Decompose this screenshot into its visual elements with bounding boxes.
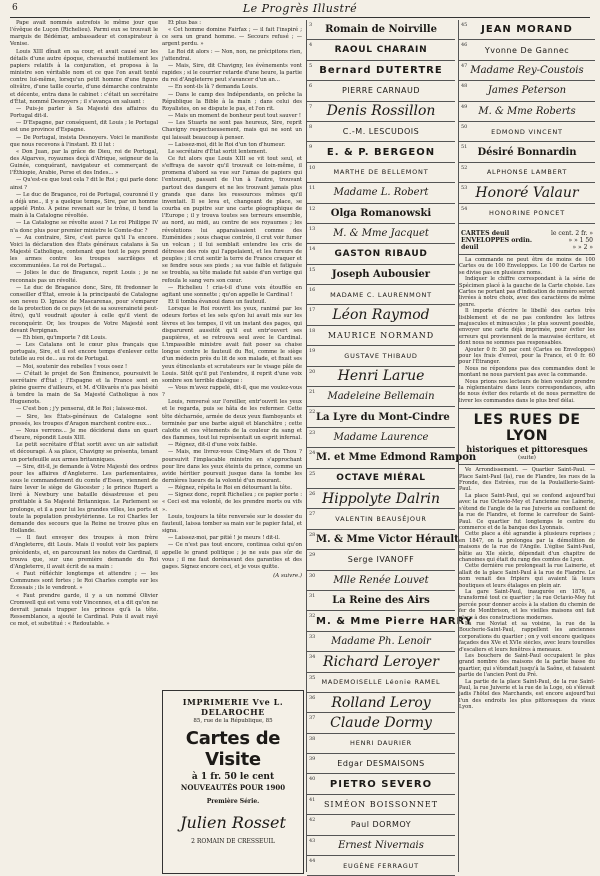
card-specimen [307,20,455,40]
card-number: 4 [309,42,313,49]
story-paragraph: — De Portugal, insista Desnoyers. Voici le manifeste que nous recevons à l'instant. Et il lut : [10,134,158,148]
card-number: 28 [309,531,316,538]
story-paragraph: Et plus bas : [168,20,202,26]
card-specimen [307,142,455,162]
card-number: 5 [309,62,313,69]
card-number: 8 [309,123,313,130]
card-specimen [307,244,455,264]
card-number: 31 [309,592,316,599]
card-specimen [307,204,455,224]
card-name: C.-M. LESCUDOIS [342,127,420,137]
card-number: 44 [309,858,316,865]
card-number: 39 [309,756,316,763]
card-specimen [307,448,477,468]
card-number: 15 [309,266,316,273]
card-specimen [307,693,455,713]
card-number: 10 [309,164,316,171]
price-value: » » 1 50 [568,236,593,244]
story-paragraph: — Vous m'avez rappelé, dit-il, que me voulez-vous ? [162,384,302,399]
story-paragraph: — Richelieu ! cria-t-il d'une voix étouffée en agitant une sonnette ; qu'on appelle le Cardinal ! [162,284,302,298]
card-number: 52 [461,164,468,171]
card-specimen [307,754,455,774]
story-paragraph: Pape avait nommés autrefois le même jour que l'évêque de Luçon (Richelieu). Parmi eux se trouvait le marquis de Bédémar, ambassadeur et conspirateur à Venise. [10,20,158,48]
story-paragraph: — Au contraire, Sire, c'est parce qu'il l'a encore. Voici la déclaration des États généraux catalans à Sa Majesté Catholique, contenant que tout le pays prend les armes contre les troupes sacrilèges et excommuniées. Le roi de Portugal... [10,234,158,270]
story-paragraph: — D'Espagne, par conséquent, dit Louis ; le Portugal est une province d'Espagne. [10,120,158,134]
card-number: 47 [461,62,468,69]
card-number: 34 [309,654,316,661]
story-paragraph: Louis, toujours la tête renversée sur le dossier du fauteuil, laissa tomber sa main sur le papier fatal, et signa. [162,513,302,535]
paragraph: La rue Noviat et sa voisine, la rue de la Boucherie-Saint-Paul, rappellent les anciennes corporations du quartier ; on y voit encore quelques façades des XVe et XVIe siècles, avec leurs tourelles d'escaliers et leurs fenêtres à meneaux. [459,621,595,653]
story-paragraph: — Le duc de Bragance donc, Sire, fit fredonner le conseiller d'État, envoie à la principauté de Catalogne son neveu D. Ignace de Mascarenas, pour s'emparer de la protection de ce pays (et de sa souveraineté peut-être), qu'il voudrait ajouter à celle qu'il vient de reconquérir. Or, les troupes de Votre Majesté sont devant Perpignan. [10,284,158,334]
paragraph: Les bouchers de Saint-Paul occupaient le plus grand nombre des maisons de la partie basse du quartier, qui s'étendait jusqu'à la Saône, et faisaient partie de l'ancien Pont du Pré. [459,653,595,679]
card-specimen [307,571,455,591]
card-number: 17 [309,307,316,314]
story-paragraph: Louis, renversé sur l'oreiller, entr'ouvrit les yeux et le regarda, puis se hâta de les refermer. Cette tête décharnée, armée de deux yeux flamboyants et terminée par une barbe aiguë et blanchâtre ; cette calotte et ces vêtements de la couleur du sang et des flammes, tout lui représentait un esprit infernal. [162,399,302,442]
card-name: La Lyre du Mont-Cindre [316,411,450,423]
card-specimen [307,265,455,285]
advert-bottom-card [163,838,303,845]
story-paragraph: Le Roi dit alors : — Non, non, ne précipitons rien, j'attendrai. [162,48,302,62]
story-paragraph: « Cet homme domine Fairfax ; — il fait l'inspiré ; ce sera un grand homme. — Secours refusé ; — argent perdu. » [162,27,302,48]
card-name: GUSTAVE THIBAUD [344,351,418,360]
price-row [461,237,593,244]
paragraph: Il importe d'écrire le libellé des cartes très lisiblement et de ne pas confondre les lettres majuscules et minuscules ; le plus souvent possible, envoyer une carte déjà imprimée, pour éviter les erreurs qui proviennent de la mauvaise écriture, et dont nous ne sommes pas responsables. [459,308,595,347]
advert-printer: IMPRIMERIE Vve L. DELAROCHE [182,697,284,717]
card-number: 30 [309,572,316,579]
story-paragraph: — Puis-je parler à Sa Majesté des affaires du Portugal dit-il. [10,105,158,120]
card-specimen [307,81,455,101]
story-column-2 [162,20,302,686]
story-paragraph: — Qu'est-ce que tout cela ? dit le Roi ; qui parle donc ainsi ? [10,177,158,191]
card-name: La Reine des Airs [332,595,430,607]
card-specimen [307,530,459,550]
story-paragraph: — Jolies le duc de Bragance, reprit Louis ; je ne reconnais pas un révolté. [10,270,158,284]
card-name: Bernard DUTERTRE [319,64,443,76]
card-number: 38 [309,735,316,742]
price-label: deuil [461,243,479,251]
card-specimen [307,326,455,346]
card-name: Madame Ph. Lenoir [331,635,431,647]
card-specimen [307,509,455,529]
story-paragraph: — Mais, me livrez-vous Cinq-Mars et de Thou ? poursuivit l'implacable ministre en s'approchant pour lire dans les yeux éteints du prince, comme un avide héritier poursuit jusque dans la tombe les dernières lueurs de la volonté d'un mourant. [162,449,302,484]
card-number: 42 [309,817,316,824]
card-specimen [307,224,455,244]
card-number: 33 [309,633,316,640]
card-name: Hippolyte Dalrin [321,490,441,507]
card-number: 19 [309,348,316,355]
card-name: PIETRO SEVERO [329,778,433,790]
card-specimen [459,61,595,81]
card-specimen [307,489,455,509]
card-number: 40 [309,776,316,783]
card-specimen [459,142,595,162]
card-specimen [459,102,595,122]
card-specimen [307,632,455,652]
card-name: Léon Raymod [332,307,430,324]
card-specimen [307,815,455,835]
right-column [458,20,595,872]
card-specimen [307,591,455,611]
card-number: 18 [309,327,316,334]
card-specimen [459,20,595,40]
card-specimen [307,367,455,387]
card-number: 12 [309,205,316,212]
paragraph: La commande ne peut être de moins de 100 Cartes ou de 100 Enveloppes. Le 100 de Cartes ne se divise pas en plusieurs noms. [459,256,595,276]
card-specimen [307,734,455,754]
card-name: JEAN MORAND [481,24,573,36]
price-label: ENVELOPPES ordin. [461,236,532,244]
card-number: 3 [309,22,313,28]
card-name: E. & P. BERGEON [326,146,436,158]
card-number: 13 [309,225,316,232]
card-number: 16 [309,287,316,294]
card-name: Richard Leroyer [323,653,439,670]
card-name: Désiré Bonnardin [477,146,577,158]
card-name: VALENTIN BEAUSÉJOUR [335,515,427,524]
paragraph: Indiquer le chiffre correspondant à la série de Spécimen placé à la gauche de la Carte choisie. Les Cartes ne portant pas d'indication de numéro seront livrées à notre choix, avec des caractères de même genre. [459,276,595,308]
story-paragraph: — Le duc de Bragance, roi de Portugal, couronné il y a déjà une.., il y a quelque temps, Sire, par un homme appelé Pinto. À peine revenait sur le trône, il tend la main à la Catalogne révoltée. [10,191,158,220]
card-number: 37 [309,715,316,722]
card-name: MAURICE NORMAND [327,331,435,341]
card-number: 2 [191,838,195,845]
advert-price: à 1 fr. 50 le cent [191,772,275,782]
paragraph: Nous ne répondons pas des commandes dont le montant ne nous parvient pas avec la commande. [459,365,595,379]
rues-title: LES RUES DE LYON [473,412,581,445]
card-specimen [307,407,455,427]
story-text [10,20,158,628]
card-specimen [459,40,595,60]
card-specimen [307,774,455,794]
card-specimen [307,305,455,325]
story-paragraph: — Mais, Sire, dit Chavigny, les évènements vont rapides ; si le courrier retarde d'une heure, la partie du roi d'Angleterre peut s'avancer d'un an... [162,62,302,84]
card-name: Ernest Nivernais [338,839,424,851]
card-name: Denis Rossillon [326,103,436,120]
story-paragraph: — Ce n'est pas tout encore, continua celui qu'on appelle le grand politique ; je ne suis pas sûr de vous ; il me faut dorénavant des garanties et des gages. Signez encore ceci, et je vous quitte. [162,542,302,570]
card-name: MADAME C. LAURENMONT [330,290,432,299]
card-number: 41 [309,796,316,803]
story-paragraph: — Nous verrons... Je me déciderai dans un quart d'heure, répondit Louis XIII. [10,427,158,442]
card-number: 53 [461,185,468,192]
card-name: EDMOND VINCENT [491,127,563,136]
story-paragraph: — La Catalogne se révolte aussi ? Le roi Philippe IV n'a donc plus pour premier ministre le Comte-duc ? [10,220,158,234]
card-name: Madeleine Bellemain [327,391,435,403]
card-number: 14 [309,246,316,253]
header-rule [10,17,590,18]
story-text-continued [162,20,302,571]
story-paragraph: — Il faut envoyer des troupes à mon frère d'Angleterre, dit Louis. Mais il voulut voir les papiers précédents, et, en parcourant les notes du Cardinal, il trouva que, sur une première demande du Roi d'Angleterre, il avait écrit de sa main : [10,535,158,570]
card-name: Henri Larue [337,368,425,385]
card-name: EUGÈNE FERRAGUT [343,861,419,870]
card-name: James Peterson [487,85,567,97]
page-header [0,0,600,18]
story-paragraph: — Laissez-moi, par pitié ! je meurs ! dit-il. [168,535,280,542]
card-number: 7 [309,103,313,110]
card-name: GASTON RIBAUD [334,248,428,259]
paragraph: La gare Saint-Paul, inaugurée en 1876, a transformé tout ce quartier ; la rue Octavio-Mey fut percée pour donner accès à la station du chemin de fer de Montbrison, et les vieilles maisons ont fait place à des constructions modernes. [459,588,595,621]
card-number: 49 [461,103,468,110]
rues-subtitle: historiques et pittoresques [466,444,588,455]
story-paragraph: Ce fut alors que Louis XIII se vit tout seul, et s'effraya de savoir qu'il trouvait ce loin-même, il promena d'abord sa vue sur l'amas de papiers qui l'entourait, passant de l'un à l'autre, trouvant partout des dangers et ne les trouvant jamais plus grands que dans les ressources mêmes qu'il inventait. Il se leva et, changeant de place, se courba en pupitre sur une carte géographique de l'Europe ; il y trouva toutes ses terreurs ensemble, au nord, au midi, au centre de ses royaumes ; les révolutions lui apparaissaient comme des Euménides ; sous chaque contrée, il crut voir fumer un volcan ; il lui semblait entendre les cris de détresse des rois qui l'appelaient, et les fureurs de peuples ; il crut sentir la terre de France craquer et se fendre sous ses pieds ; sa vue faible et fatiguée se troubla, sa tête malade fut saisie d'un vertige qui refoula le sang vers son cœur. [162,155,302,284]
page-number: 6 [12,3,18,13]
story-paragraph: — Les Stuarts ne sont pas heureux, Sire, reprit Chavigny respectueusement, mais qui ne sont un qui laissait beaucoup à penser. [162,120,302,141]
card-specimen [459,204,595,224]
masthead-title: Le Progrès Illustré [242,2,358,15]
card-specimen [307,61,455,81]
card-number: 23 [309,429,316,436]
paragraph: La partie de la place Saint-Paul, de la rue Saint-Paul, la rue Juiverie et la rue de la Loge, où s'élevait jadis l'hôtel des Marchands, est encore aujourd'hui l'un des endroits les plus pittoresques du vieux Lyon. [459,678,595,711]
story-paragraph: « Faut réfléchir longtemps et attendre ; — les Communes sont fortes ; le Roi Charles compte sur les Écossais ; ils le vendront. » [10,571,158,592]
card-specimen [307,652,455,672]
card-specimen [307,856,455,876]
story-paragraph: Le petit secrétaire d'État sortit avec un air satisfait et découragé. À sa place, Chavigny se présenta, tenant un portefeuille aux armes britanniques. [10,442,158,463]
card-name: Madame L. Robert [333,187,429,199]
card-number: 51 [461,144,468,151]
card-specimen [307,346,455,366]
card-number: 50 [461,123,468,130]
story-paragraph: Le secrétaire d'État sortit lentement. [168,148,268,155]
card-name: Edgar DESMAISONS [337,759,425,769]
card-name: Madame Laurence [333,432,429,443]
printer-advert [162,690,304,874]
price-value: » » 2 » [572,243,593,251]
card-specimen [307,713,455,733]
prices-box [459,228,595,255]
card-number: 36 [309,694,316,701]
card-specimen [307,163,455,183]
story-paragraph: — Signez donc, reprit Richelieu ; ce papier porte : « Ceci est ma volonté, de les prendre morts ou vifs ». [162,492,302,513]
card-name: Yvonne De Gannec [484,45,570,55]
rues-suite: (suite) [518,455,536,462]
card-number: 11 [309,185,316,192]
card-number: 54 [461,205,468,212]
story-paragraph: — Sire, dit-il, je demande à Votre Majesté des ordres pour les affaires d'Angleterre. Les parlementaires, sous le commandement du comte d'Essex, viennent de faire lever le siège de Glocester ; le prince Rupert a livré à Newbury une bataille désastreuse et peu profitable à Sa Majesté Britannique. Le Parlement se prolonge, et il a pour lui les grandes villes, les ports et toute la population presbytérienne. Le roi Charles Ier demande des secours que la Reine ne trouve plus en Hollande. [10,463,158,535]
card-name: Rolland Leroy [331,694,431,711]
price-label: CARTES deuil [461,229,510,237]
card-number: 24 [309,450,316,457]
advert-address: 85, rue de la République, 85 [193,718,273,724]
price-row [461,230,593,237]
card-specimen [459,122,595,142]
story-paragraph: — C'était le projet de Son Éminence, poursuivit le secrétaire d'État ; l'Espagne et la France sont en pleine guerre d'ailleurs, et M. d'Olivarès n'a pas hésité à tendre la main de Sa Majesté Catholique à nos Huguenots. [10,370,158,406]
card-specimen [307,387,455,407]
paragraph: Cette dernière rue prolongeait la rue Lainerie, et allait de la place Saint-Paul à la rue de Flandre. Le nom venait des fripiers qui avaient là leurs boutiques et leurs étalages en plein air. [459,563,595,589]
story-paragraph: Louis XIII dînait en sa cour, et avait causé sur les détails d'une autre époque, chevauché inutilement les papiers relatifs à la conjuration, et proposa à la ministre son véritable nom et ce que l'on avait tenté contre lui-même, lorsqu'un petit homme d'une figure olivâtre, d'une taille courte, d'une démarche contrainte et décente, entra dans le cabinet : c'était un secrétaire d'État, nommé Desnoyers ; il s'avança en saluant : [10,48,158,105]
story-paragraph: — Les Catalans ont le cœur plus français que portugais, Sire, et il est encore temps d'enlever cette tutelle au roi de... au roi de Portugal. [10,342,158,363]
card-name: OCTAVE MIÉRAL [336,473,426,484]
card-name: Madame Rey-Coustois [470,64,584,76]
card-specimen [307,285,455,305]
card-specimen [307,122,455,142]
card-specimen-list-2 [459,20,595,224]
card-specimen [459,81,595,101]
advert-title: Cartes de Visite [185,728,281,770]
card-name: Paul DORMOY [350,820,412,830]
price-value: le cent. 2 fr. » [550,229,593,237]
continued-note: (A suivre.) [273,573,302,580]
card-number: 27 [309,511,316,518]
card-specimen [459,183,595,203]
card-number: 25 [309,470,316,477]
card-number: 48 [461,83,468,90]
card-number: 29 [309,552,316,559]
card-number: 20 [309,368,316,375]
card-number: 6 [309,83,313,90]
story-paragraph: — C'est bon ; j'y penserai, dit le Roi ; laissez-moi. [16,406,148,413]
advert-novelty: NOUVEAUTÉS POUR 1900 [180,783,286,792]
card-name: Olga Romanowski [330,207,432,219]
card-specimen [307,550,455,570]
card-specimen [307,428,455,448]
story-paragraph: Lorsque le Roi rouvrit les yeux, ranimé par les odeurs fortes et les sels qu'on lui avait mis sur les lèvres et les tempes, il vit un instant des pages, qui disparurent aussitôt qu'il eut entr'ouvert ses paupières, et se retrouva seul avec le Cardinal. L'impassible ministre avait fait poser sa chaise longue contre le fauteuil du Roi, comme le siège d'un médecin près du lit de son malade, et fixait ses yeux étincelants et scrutateurs sur le visage pâle de Louis. Sitôt qu'il put l'entendre, il reprit d'une voix sombre son terrible dialogue : [162,306,302,384]
card-specimen [307,836,455,856]
card-name: Honoré Valaur [475,184,579,201]
story-column-1 [10,20,158,872]
card-name: Mlle Renée Louvet [333,574,429,586]
story-paragraph: — Eh bien, qu'importe ? dit Louis. [16,334,107,341]
card-name: HENRI DAURIER [350,739,412,748]
card-specimen [307,795,455,815]
card-number: 46 [461,42,468,49]
card-specimen [307,469,455,489]
paragraph: Cette place a été agrandie à plusieurs reprises ; en 1847, on la prolongea par la démolition de maisons de la rue de l'Angile. L'église Saint-Paul, bâtie au XIe siècle, dépendait d'un chapitre de chanoines qui était du rang des comtes de Lyon. [459,531,595,563]
card-name: Joseph Aubousier [331,268,431,280]
card-name: M. & Mme Pierre HARRY [316,615,473,627]
paragraph: La place Saint-Paul, qui se confond aujourd'hui avec la rue Octavio-Mey et l'ancienne rue Lainerie, s'étend de l'angle de la rue Juiverie au confluent de la rue de Flandre, et forme le carrefour de Saint-Paul. Ce quartier fut longtemps le centre du commerce et de la banque des Lyonnais. [459,492,595,531]
card-name: Claude Dormy [330,714,432,731]
story-paragraph: — Sire, les États-généraux de Catalogne sont pressés, les troupes d'Aragon marchent contre eux... [10,413,158,427]
card-specimen [307,40,455,60]
card-number: 45 [461,22,468,28]
card-name: RAOUL CHARAIN [334,45,428,56]
story-paragraph: — Régnez, répéta le Roi en détournant la tête. [168,485,292,492]
story-paragraph: « Faut prendre garde, il y a un nommé Olivier Cromwell qui est venu voir Vincennes, et a dit qu'on ne devrait jamais trapper les princes qu'à la tête. Ressemblance, a ajouté le Cardinal. Puis il avait rayé ce mot, et substitué : « Redoutable. » [10,592,158,628]
card-number: 43 [309,837,316,844]
card-name: SIMÉON BOISSONNET [323,800,439,810]
rues-text [459,467,595,710]
rues-heading [459,408,595,465]
paragraph: Nous prions nos lecteurs de bien vouloir prendre la réglementaire dans leurs correspondances, afin de nous éviter des retards et de nous permettre de livrer les commandes dans le plus bref délai. [459,378,595,404]
card-name: MADEMOISELLE Léonie RAMEL [321,678,441,687]
card-specimen [307,183,455,203]
card-name: Romain de Noirville [325,24,437,36]
story-paragraph: — Laissez-moi, dit le Roi d'un ton d'humeur. [168,141,286,148]
card-name: PIERRE CARNAUD [341,86,421,96]
card-number: 32 [309,613,316,620]
card-name: HONORINE PONCET [489,209,565,218]
story-paragraph: — Dans le camp des Indépendants, on prêche la République la Bible à la main ; dans celui des Royalistes, on se dispute le pas, et l'on rit. [162,91,302,112]
advert-sample-name: Julien Rosset [180,813,286,832]
card-number: 26 [309,490,316,497]
story-paragraph: Et il tomba évanoui dans un fauteuil. [168,299,267,306]
card-name: M. & Mme Victor Hérault [316,533,459,545]
order-instructions [459,257,595,404]
paragraph: Ve Arrondissement. — Quartier Saint-Paul. — Place Saint-Paul (la), rue de Flandre, les rues de la Fronde, des Estrées, rue de la Poulaillerie-Saint-Paul. [459,467,595,493]
card-name: ALPHONSE LAMBERT [486,168,568,177]
story-paragraph: — Moi, soutenir des rebelles ! vous osez ! [16,363,128,370]
card-number: 22 [309,409,316,416]
card-name: MARTHE DE BELLEMONT [333,168,429,177]
advert-series: Première Série. [206,798,260,805]
paragraph: Ajouter 0 fr. 30 par cent (Cartes ou Enveloppes) pour les frais d'envoi, pour la France, et 0 fr. 60 pour l'Étranger. [459,346,595,366]
story-paragraph: « Don Juan, par la grâce de Dieu, roi de Portugal, des Algarves, royaumes deçà d'Afrique, seigneur de la Guinée, conquérant, navigateur et commerçant de l'Éthiopie, Arabie, Perse et des Indes... » [10,148,158,177]
card-name: Serge IVANOFF [347,555,415,565]
card-number: 21 [309,389,316,396]
card-number: 9 [309,144,313,151]
card-name: ROMAIN DE CRESSEUIL [196,838,275,845]
card-name: M. et Mme Edmond Rampon [316,452,477,464]
price-row [461,244,593,251]
card-specimen [459,163,595,183]
story-paragraph: — En sont-ils là ? demanda Louis. [168,84,258,91]
card-specimen [307,611,473,631]
story-paragraph: — Mais un moment de bonheur peut tout sauver ! [168,113,301,120]
card-name: M. & Mme Jacquet [333,228,429,240]
story-paragraph: — Régnez, dit-il d'une voix faible. [168,442,258,449]
card-specimen [307,102,455,122]
card-name: M. & Mme Roberts [478,105,576,117]
card-number: 35 [309,674,316,681]
card-specimen [307,673,455,693]
